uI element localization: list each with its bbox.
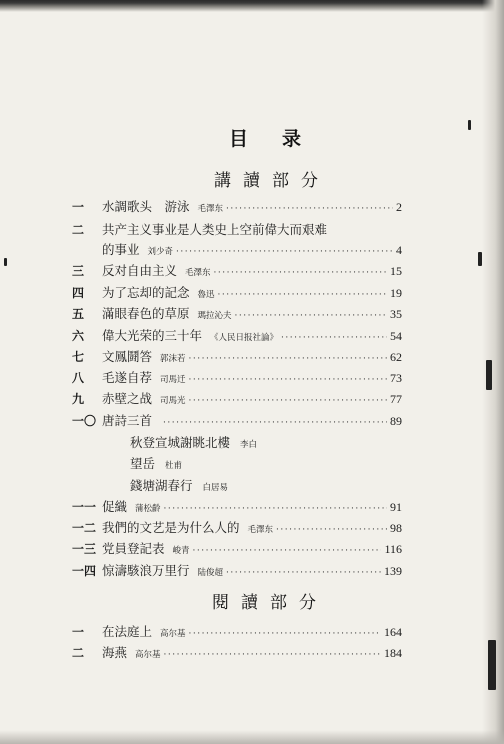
toc-entry-page: 2 xyxy=(396,200,402,214)
toc-subentry-author: 李白 xyxy=(240,440,258,450)
toc-entry-number: 一四 xyxy=(72,564,97,578)
toc-entry[interactable] xyxy=(72,347,402,367)
toc-entry-number: 六 xyxy=(72,329,85,343)
toc-entry-title: 毛遂自荐 xyxy=(102,370,153,385)
toc-entry-title: 为了忘却的記念 xyxy=(102,285,190,300)
toc-leader-dots xyxy=(281,333,387,343)
toc-leader-dots xyxy=(189,375,387,385)
toc-entry-page: 62 xyxy=(390,350,402,364)
toc-entry-author: 瑪拉沁夫 xyxy=(197,311,232,321)
toc-entry[interactable] xyxy=(72,411,402,431)
scan-speck xyxy=(478,252,482,266)
scan-speck xyxy=(488,640,496,690)
toc-entry-title: 的事业 xyxy=(102,242,140,257)
toc-entry[interactable] xyxy=(72,368,402,388)
toc-entry-number: 三 xyxy=(72,264,85,278)
toc-entry-page: 184 xyxy=(384,646,402,660)
scan-speck xyxy=(486,360,492,390)
scan-speck xyxy=(4,258,7,266)
section-heading-lecture: 講讀部分 xyxy=(214,171,330,191)
toc-entry-page: 91 xyxy=(390,500,402,514)
toc-entry[interactable] xyxy=(72,518,402,538)
section-heading-reading: 閱讀部分 xyxy=(212,593,328,613)
toc-entry-page: 54 xyxy=(390,329,402,343)
toc-entry-author: 陆俊超 xyxy=(197,568,224,578)
toc-entry-author: 郭沫若 xyxy=(160,354,186,364)
toc-entry[interactable] xyxy=(72,622,402,642)
toc-entry-page: 4 xyxy=(396,243,402,257)
toc-entry-author: 毛澤东 xyxy=(185,268,211,278)
toc-entry-number: 一一 xyxy=(72,500,97,514)
toc-entry-title: 唐詩三首 xyxy=(102,413,153,428)
toc-leader-dots xyxy=(214,268,387,278)
toc-leader-dots xyxy=(218,290,387,300)
toc-entry-author: 魯迅 xyxy=(197,290,215,300)
toc-entry[interactable] xyxy=(72,283,402,303)
toc-leader-dots xyxy=(164,504,387,514)
toc-entry-number: 二 xyxy=(72,646,85,660)
toc-entry-page: 139 xyxy=(384,564,402,578)
toc-entry-author: 高尔基 xyxy=(135,650,161,660)
toc-subentry-title: 秋登宣城謝眺北樓 xyxy=(130,435,231,450)
toc-leader-dots xyxy=(164,650,381,660)
toc-leader-dots xyxy=(189,354,387,364)
toc-entry[interactable] xyxy=(72,197,402,217)
toc-subentry-title: 望岳 xyxy=(130,456,156,471)
scan-edge-bottom xyxy=(0,730,504,744)
toc-entry-author: 司馬光 xyxy=(160,396,186,406)
toc-entry-number: 七 xyxy=(72,350,85,364)
toc-entry[interactable] xyxy=(72,220,402,240)
toc-entry[interactable] xyxy=(72,561,402,581)
toc-entry-number: 一 xyxy=(72,200,85,214)
toc-entry-title: 惊濤駭浪万里行 xyxy=(102,563,190,578)
toc-subentry-title: 錢塘湖春行 xyxy=(130,478,193,493)
toc-entry-title: 党員登記表 xyxy=(102,541,165,556)
toc-leader-dots xyxy=(226,568,381,578)
toc-entry-author: 《人民日报社論》 xyxy=(210,333,279,343)
toc-leader-dots xyxy=(189,396,387,406)
toc-entry-page: 77 xyxy=(390,392,402,406)
toc-leader-dots xyxy=(163,418,387,428)
toc-leader-dots xyxy=(176,247,393,257)
toc-entry-title: 反对自由主义 xyxy=(102,263,178,278)
page-title: 目录 xyxy=(228,128,335,150)
toc-entry-author: 峻青 xyxy=(172,546,190,556)
toc-entry-page: 98 xyxy=(390,521,402,535)
toc-entry-page: 164 xyxy=(384,625,402,639)
toc-entry-title: 我們的文艺是为什么人的 xyxy=(102,520,240,535)
toc-entry-number: 一 xyxy=(72,625,85,639)
toc-entry[interactable] xyxy=(72,643,402,663)
toc-entry-title: 海燕 xyxy=(102,645,128,660)
toc-leader-dots xyxy=(235,311,387,321)
toc-subentry-author: 杜甫 xyxy=(165,461,183,471)
toc-entry[interactable] xyxy=(72,261,402,281)
toc-entry-page: 116 xyxy=(384,542,402,556)
scan-edge-top xyxy=(0,0,504,12)
toc-entry-author: 高尔基 xyxy=(160,629,186,639)
toc-entry-author: 蒲松齡 xyxy=(135,504,161,514)
toc-entry-number: 四 xyxy=(72,286,85,300)
toc-entry-page: 73 xyxy=(390,371,402,385)
toc-entry-title: 赤壁之战 xyxy=(102,391,153,406)
toc-entry-title: 水調歌头 游泳 xyxy=(102,199,190,214)
toc-entry-number: 二 xyxy=(72,223,85,237)
toc-entry-number: 八 xyxy=(72,371,85,385)
toc-entry-title: 滿眼春色的草原 xyxy=(102,306,190,321)
toc-entry-author: 毛澤东 xyxy=(247,525,274,535)
toc-entry[interactable] xyxy=(72,304,402,324)
toc-entry-title: 在法庭上 xyxy=(102,624,153,639)
toc-entry-page: 19 xyxy=(390,286,402,300)
toc-entry-title: 文鳳鬪答 xyxy=(102,349,153,364)
toc-entry-number: 五 xyxy=(72,307,85,321)
toc-entry-title: 促織 xyxy=(102,499,128,514)
toc-entry[interactable] xyxy=(72,389,402,409)
toc-entry-title: 偉大光荣的三十年 xyxy=(102,328,203,343)
toc-entry[interactable] xyxy=(72,539,402,559)
toc-leader-dots xyxy=(189,629,381,639)
toc-entry-title: 共产主义事业是人类史上空前偉大而艰难 xyxy=(102,222,328,237)
toc-entry-page: 89 xyxy=(390,414,402,428)
toc-entry[interactable] xyxy=(72,497,402,517)
toc-subentry[interactable] xyxy=(130,433,257,453)
toc-entry-number: 一〇 xyxy=(72,414,97,428)
toc-entry[interactable] xyxy=(72,326,402,346)
toc-leader-dots xyxy=(276,525,387,535)
toc-entry-continuation[interactable] xyxy=(72,240,402,260)
toc-entry-author: 刘少奇 xyxy=(147,247,174,257)
toc-entry-author: 毛澤东 xyxy=(197,204,224,214)
toc-leader-dots xyxy=(193,546,382,556)
toc-subentry[interactable] xyxy=(130,454,182,474)
toc-entry-page: 35 xyxy=(390,307,402,321)
toc-entry-number: 一二 xyxy=(72,521,97,535)
toc-leader-dots xyxy=(226,204,393,214)
toc-subentry-author: 白居易 xyxy=(202,483,229,493)
toc-entry-author: 司馬迁 xyxy=(160,375,186,385)
toc-subentry[interactable] xyxy=(130,476,228,496)
toc-entry-page: 15 xyxy=(390,264,402,278)
toc-entry-number: 一三 xyxy=(72,542,97,556)
toc-entry-number: 九 xyxy=(72,392,85,406)
